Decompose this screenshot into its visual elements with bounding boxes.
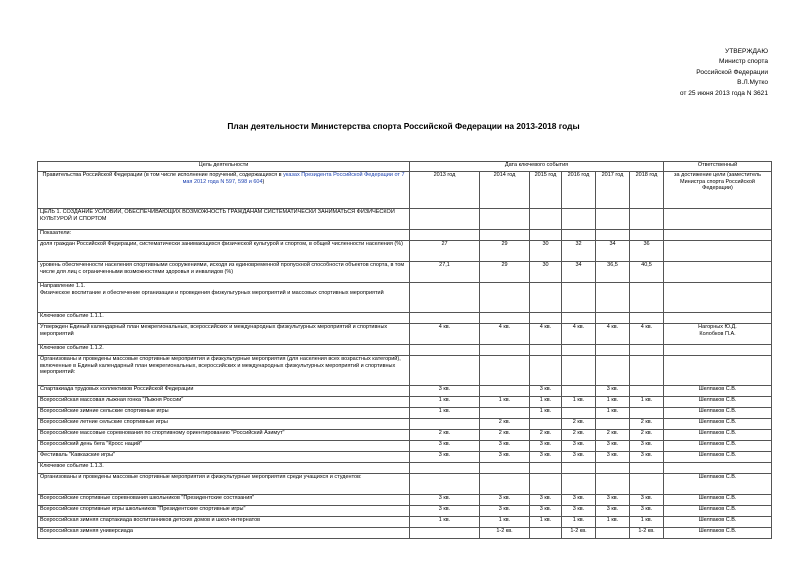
year-value — [410, 463, 480, 474]
year-value — [410, 230, 480, 241]
responsible-person — [664, 356, 772, 386]
year-value — [530, 356, 562, 386]
row-description: Всероссийская массовая лыжная гонка "Лыжня России" — [38, 397, 410, 408]
responsible-person — [664, 463, 772, 474]
year-value — [630, 386, 664, 397]
row-description: доля граждан Российской Федерации, систематически занимающихся физической культурой и спортом, в общей численности населения (%) — [38, 241, 410, 262]
year-value: 3 кв. — [530, 386, 562, 397]
year-value: 3 кв. — [596, 452, 630, 463]
year-value: 1 кв. — [480, 517, 530, 528]
year-header: 2015 год — [530, 172, 562, 209]
year-value — [630, 408, 664, 419]
table-row — [38, 262, 772, 283]
row-description: Спартакиада трудовых коллективов Российской Федерации — [38, 386, 410, 397]
row-description: Ключевое событие 1.1.1. — [38, 313, 410, 324]
row-description: Показатели: — [38, 230, 410, 241]
approval-line: В.Л.Мутко — [737, 79, 768, 87]
table-row — [38, 441, 772, 452]
year-value: 3 кв. — [480, 452, 530, 463]
responsible-person: Нагорных Ю.Д. Колобков П.А. — [664, 324, 772, 345]
year-value: 3 кв. — [530, 452, 562, 463]
date-header: Дата ключевого события — [410, 162, 664, 172]
year-value: 2 кв. — [562, 419, 596, 430]
year-value — [480, 209, 530, 230]
year-value — [410, 209, 480, 230]
responsible-person — [664, 283, 772, 313]
responsible-person: Шелпаков С.В. — [664, 386, 772, 397]
year-header: 2018 год — [630, 172, 664, 209]
year-value — [596, 419, 630, 430]
row-description: Всероссийская зимняя спартакиада воспитанников детских домов и школ-интернатов — [38, 517, 410, 528]
year-value: 3 кв. — [630, 495, 664, 506]
row-description: уровень обеспеченности населения спортивными сооружениями, исходя из единовременной пропускной способности объектов спорта, в том числе для лиц с ограниченными возможностями здоровья и инвалидов (%) — [38, 262, 410, 283]
row-description: Всероссийские зимние сельские спортивные игры — [38, 408, 410, 419]
row-description: Утвержден Единый календарный план межрегиональных, всероссийских и международных физкультурных мероприятий и спортивных мероприятий — [38, 324, 410, 345]
year-value: 1 кв. — [630, 517, 664, 528]
goal-header: Цель деятельности — [38, 162, 410, 172]
row-description: Всероссийские летние сельские спортивные игры — [38, 419, 410, 430]
year-value: 3 кв. — [596, 495, 630, 506]
year-value: 2 кв. — [480, 430, 530, 441]
year-value: 30 — [530, 241, 562, 262]
year-value — [562, 283, 596, 313]
responsible-person — [664, 262, 772, 283]
year-value: 29 — [480, 262, 530, 283]
year-value — [596, 283, 630, 313]
year-value: 2 кв. — [596, 430, 630, 441]
year-value: 3 кв. — [562, 452, 596, 463]
responsible-person — [664, 345, 772, 356]
year-value — [480, 230, 530, 241]
year-value — [596, 528, 630, 539]
document-title: План деятельности Министерства спорта Российской Федерации на 2013-2018 годы — [227, 121, 580, 131]
table-row — [38, 345, 772, 356]
year-value — [410, 345, 480, 356]
year-value: 1 кв. — [410, 397, 480, 408]
note-text: Правительства Российской Федерации (в том числе исполнение поручений, содержащихся в — [42, 172, 284, 178]
year-value: 27,1 — [410, 262, 480, 283]
year-value: 32 — [562, 241, 596, 262]
table-row — [38, 241, 772, 262]
year-value: 3 кв. — [410, 495, 480, 506]
year-value — [410, 528, 480, 539]
responsible-person: Шелпаков С.В. — [664, 408, 772, 419]
year-value — [596, 209, 630, 230]
year-value — [562, 313, 596, 324]
row-description: Всероссийская зимняя универсиада — [38, 528, 410, 539]
year-value: 1 кв. — [530, 517, 562, 528]
table-row — [38, 506, 772, 517]
responsible-person: Шелпаков С.В. — [664, 419, 772, 430]
year-value — [410, 419, 480, 430]
year-value — [562, 356, 596, 386]
responsible-person — [664, 230, 772, 241]
year-value: 2 кв. — [530, 430, 562, 441]
year-value — [630, 209, 664, 230]
year-value — [480, 474, 530, 495]
year-value: 3 кв. — [480, 495, 530, 506]
year-value: 3 кв. — [480, 441, 530, 452]
table-row — [38, 528, 772, 539]
approval-line: Министр спорта — [719, 58, 768, 66]
year-value — [630, 345, 664, 356]
year-value: 3 кв. — [630, 441, 664, 452]
year-value: 4 кв. — [562, 324, 596, 345]
year-value: 40,5 — [630, 262, 664, 283]
responsible-person: Шелпаков С.В. — [664, 397, 772, 408]
year-value: 34 — [562, 262, 596, 283]
year-value — [530, 528, 562, 539]
responsible-person — [664, 209, 772, 230]
year-value: 2 кв. — [562, 430, 596, 441]
table-row — [38, 452, 772, 463]
table-row — [38, 463, 772, 474]
year-value — [410, 356, 480, 386]
row-description: Ключевое событие 1.1.2. — [38, 345, 410, 356]
responsible-person: Шелпаков С.В. — [664, 452, 772, 463]
year-value: 1 кв. — [596, 397, 630, 408]
year-value: 1 кв. — [596, 408, 630, 419]
year-value: 3 кв. — [596, 441, 630, 452]
table-row — [38, 386, 772, 397]
row-description: Всероссийский день бега "Кросс наций" — [38, 441, 410, 452]
plan-table — [37, 161, 772, 539]
year-value: 3 кв. — [596, 506, 630, 517]
table-row — [38, 230, 772, 241]
year-value: 4 кв. — [596, 324, 630, 345]
year-value — [480, 356, 530, 386]
year-value: 27 — [410, 241, 480, 262]
responsible-person: Шелпаков С.В. — [664, 474, 772, 495]
year-value: 1 кв. — [410, 517, 480, 528]
year-value: 29 — [480, 241, 530, 262]
table-row — [38, 474, 772, 495]
table-row — [38, 408, 772, 419]
year-value: 30 — [530, 262, 562, 283]
year-value — [562, 386, 596, 397]
table-row — [38, 209, 772, 230]
table-row — [38, 495, 772, 506]
responsible-person — [664, 313, 772, 324]
year-value — [596, 313, 630, 324]
header-row — [38, 162, 772, 172]
year-value: 3 кв. — [562, 495, 596, 506]
year-value — [630, 313, 664, 324]
header-row — [38, 172, 772, 209]
year-value — [562, 230, 596, 241]
year-value: 3 кв. — [530, 495, 562, 506]
year-value: 3 кв. — [530, 506, 562, 517]
table-row — [38, 313, 772, 324]
year-value — [530, 345, 562, 356]
year-value: 1 кв. — [410, 408, 480, 419]
responsible-person — [664, 241, 772, 262]
table-row — [38, 430, 772, 441]
year-value: 1-2 кв. — [562, 528, 596, 539]
year-value — [480, 386, 530, 397]
year-value: 3 кв. — [596, 386, 630, 397]
year-value: 1 кв. — [530, 397, 562, 408]
year-header: 2016 год — [562, 172, 596, 209]
year-value — [596, 230, 630, 241]
year-value: 3 кв. — [562, 506, 596, 517]
year-value — [596, 474, 630, 495]
row-description: Организованы и проведены массовые спортивные мероприятия и физкультурные мероприятия среди учащихся и студентов: — [38, 474, 410, 495]
row-description: Ключевое событие 1.1.3. — [38, 463, 410, 474]
table-row — [38, 283, 772, 313]
year-value — [480, 408, 530, 419]
year-value — [530, 313, 562, 324]
year-value — [596, 345, 630, 356]
approval-line: УТВЕРЖДАЮ — [725, 48, 768, 55]
year-value — [480, 313, 530, 324]
year-value: 36,5 — [596, 262, 630, 283]
year-value: 34 — [596, 241, 630, 262]
year-value: 1 кв. — [596, 517, 630, 528]
row-description: Всероссийские спортивные игры школьников "Президентские спортивные игры" — [38, 506, 410, 517]
year-header: 2014 год — [480, 172, 530, 209]
year-value — [530, 209, 562, 230]
responsible-person: Шелпаков С.В. — [664, 495, 772, 506]
year-value — [480, 345, 530, 356]
year-value: 2 кв. — [630, 430, 664, 441]
table-row — [38, 517, 772, 528]
year-value — [410, 474, 480, 495]
year-value — [562, 463, 596, 474]
year-value — [530, 419, 562, 430]
row-description: ЦЕЛЬ 1. СОЗДАНИЕ УСЛОВИЙ, ОБЕСПЕЧИВАЮЩИХ ВОЗМОЖНОСТЬ ГРАЖДАНАМ СИСТЕМАТИЧЕСКИ ЗАНИМАТЬСЯ ФИЗИЧЕСКОЙ КУЛЬТУРОЙ И СПОРТОМ — [38, 209, 410, 230]
year-value — [480, 463, 530, 474]
year-header: 2013 год — [410, 172, 480, 209]
year-value — [630, 356, 664, 386]
row-description: Всероссийские спортивные соревнования школьников "Президентские состязания" — [38, 495, 410, 506]
year-value: 36 — [630, 241, 664, 262]
year-value: 2 кв. — [630, 419, 664, 430]
responsible-person: Шелпаков С.В. — [664, 441, 772, 452]
year-value — [410, 313, 480, 324]
year-value: 1 кв. — [562, 517, 596, 528]
row-description: Организованы и проведены массовые спортивные мероприятия и физкультурные мероприятия (для населения всех возрастных категорий), включенные в Единый календарный план межрегиональных, всероссийских и международных физкультурных мероприятий и спортивных мероприятий: — [38, 356, 410, 386]
approval-block — [680, 47, 768, 99]
year-value: 1-2 кв. — [480, 528, 530, 539]
year-value: 2 кв. — [410, 430, 480, 441]
year-value — [596, 463, 630, 474]
year-value: 1 кв. — [630, 397, 664, 408]
year-value — [596, 356, 630, 386]
year-value — [630, 474, 664, 495]
year-value: 3 кв. — [410, 452, 480, 463]
year-value — [530, 230, 562, 241]
decree-link[interactable]: указах Президента Российской Федерации от 7 мая 2012 года N 597, 598 и 604 — [182, 172, 405, 185]
year-value — [530, 474, 562, 495]
year-value: 4 кв. — [530, 324, 562, 345]
year-value: 1 кв. — [530, 408, 562, 419]
year-value — [530, 283, 562, 313]
year-value: 1 кв. — [562, 397, 596, 408]
year-value: 1-2 кв. — [630, 528, 664, 539]
note-text: ) — [262, 178, 265, 185]
approval-line: от 25 июня 2013 года N 3621 — [679, 89, 768, 97]
year-value — [530, 463, 562, 474]
year-value — [480, 283, 530, 313]
year-value — [630, 463, 664, 474]
responsible-person: Шелпаков С.В. — [664, 506, 772, 517]
year-value: 3 кв. — [530, 441, 562, 452]
year-value: 3 кв. — [410, 386, 480, 397]
year-header: 2017 год — [596, 172, 630, 209]
year-value — [562, 345, 596, 356]
year-value: 3 кв. — [410, 506, 480, 517]
responsible-person: Шелпаков С.В. — [664, 528, 772, 539]
table-row — [38, 419, 772, 430]
year-value — [562, 209, 596, 230]
year-value — [630, 283, 664, 313]
responsible-person: Шелпаков С.В. — [664, 517, 772, 528]
table-row — [38, 356, 772, 386]
year-value: 4 кв. — [630, 324, 664, 345]
row-description: Направление 1.1. Физическое воспитание и обеспечение организации и проведения физкультурных мероприятий и массовых спортивных мероприятий — [38, 283, 410, 313]
approval-line: Российской Федерации — [696, 68, 768, 76]
year-value — [562, 408, 596, 419]
responsible-header-note: за достижение цели (заместитель Министра спорта Российской Федерации) — [664, 172, 772, 209]
goal-header-note — [38, 172, 410, 209]
year-value: 3 кв. — [480, 506, 530, 517]
year-value: 4 кв. — [410, 324, 480, 345]
year-value — [410, 283, 480, 313]
year-value: 3 кв. — [562, 441, 596, 452]
year-value: 3 кв. — [630, 452, 664, 463]
responsible-header: Ответственный — [664, 162, 772, 172]
year-value: 4 кв. — [480, 324, 530, 345]
row-description: Фестиваль "Кавказские игры" — [38, 452, 410, 463]
year-value: 3 кв. — [630, 506, 664, 517]
row-description: Всероссийские массовые соревнования по спортивному ориентированию "Российский Азимут" — [38, 430, 410, 441]
year-value: 3 кв. — [410, 441, 480, 452]
table-row — [38, 324, 772, 345]
responsible-person: Шелпаков С.В. — [664, 430, 772, 441]
year-value — [630, 230, 664, 241]
year-value: 2 кв. — [480, 419, 530, 430]
year-value: 1 кв. — [480, 397, 530, 408]
table-row — [38, 397, 772, 408]
year-value — [562, 474, 596, 495]
